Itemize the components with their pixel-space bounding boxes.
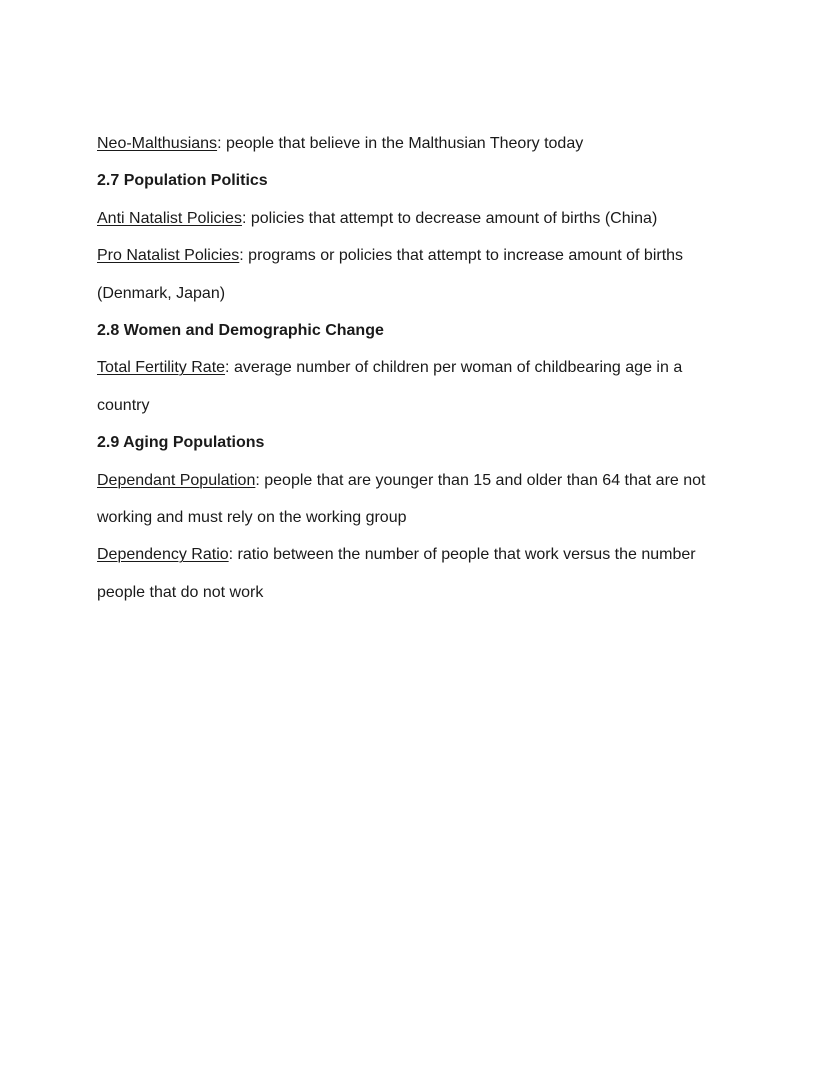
definition-neo-malthusians [97,131,737,168]
term-pro-natalist-policies: Pro Natalist Policies [97,247,240,265]
definition-text: : programs or policies that attempt to increase amount of births [239,247,684,265]
definition-text: : people that believe in the Malthusian Theory today [217,135,584,152]
section-heading-2-9: 2.9 Aging Populations [97,434,265,452]
term-dependant-population: Dependant Population [97,471,256,489]
term-total-fertility-rate: Total Fertility Rate [97,359,226,377]
definition-text: : ratio between the number of people that work versus the number [228,546,696,564]
term-dependency-ratio: Dependency Ratio [97,546,229,564]
definition-continuation: people that do not work [97,583,264,601]
definition-dependency-ratio [97,542,737,579]
definition-continuation: (Denmark, Japan) [97,284,226,302]
definition-text: : average number of children per woman of childbearing age in a [225,359,683,377]
term-anti-natalist-policies: Anti Natalist Policies [97,209,242,227]
section-heading-2-8: 2.8 Women and Demographic Change [97,321,384,339]
definition-dependant-population [97,468,737,505]
document-page [97,131,737,617]
section-heading-2-7: 2.7 Population Politics [97,172,268,190]
definition-text: : people that are younger than 15 and older than 64 that are not [255,471,706,489]
definition-continuation: working and must rely on the working group [97,508,407,526]
definition-pro-natalist [97,243,737,280]
definition-continuation: country [97,396,150,414]
definition-total-fertility-rate [97,355,737,392]
definition-anti-natalist [97,206,737,243]
term-neo-malthusians: Neo-Malthusians [97,135,218,152]
definition-text: : policies that attempt to decrease amount of births (China) [241,209,658,227]
